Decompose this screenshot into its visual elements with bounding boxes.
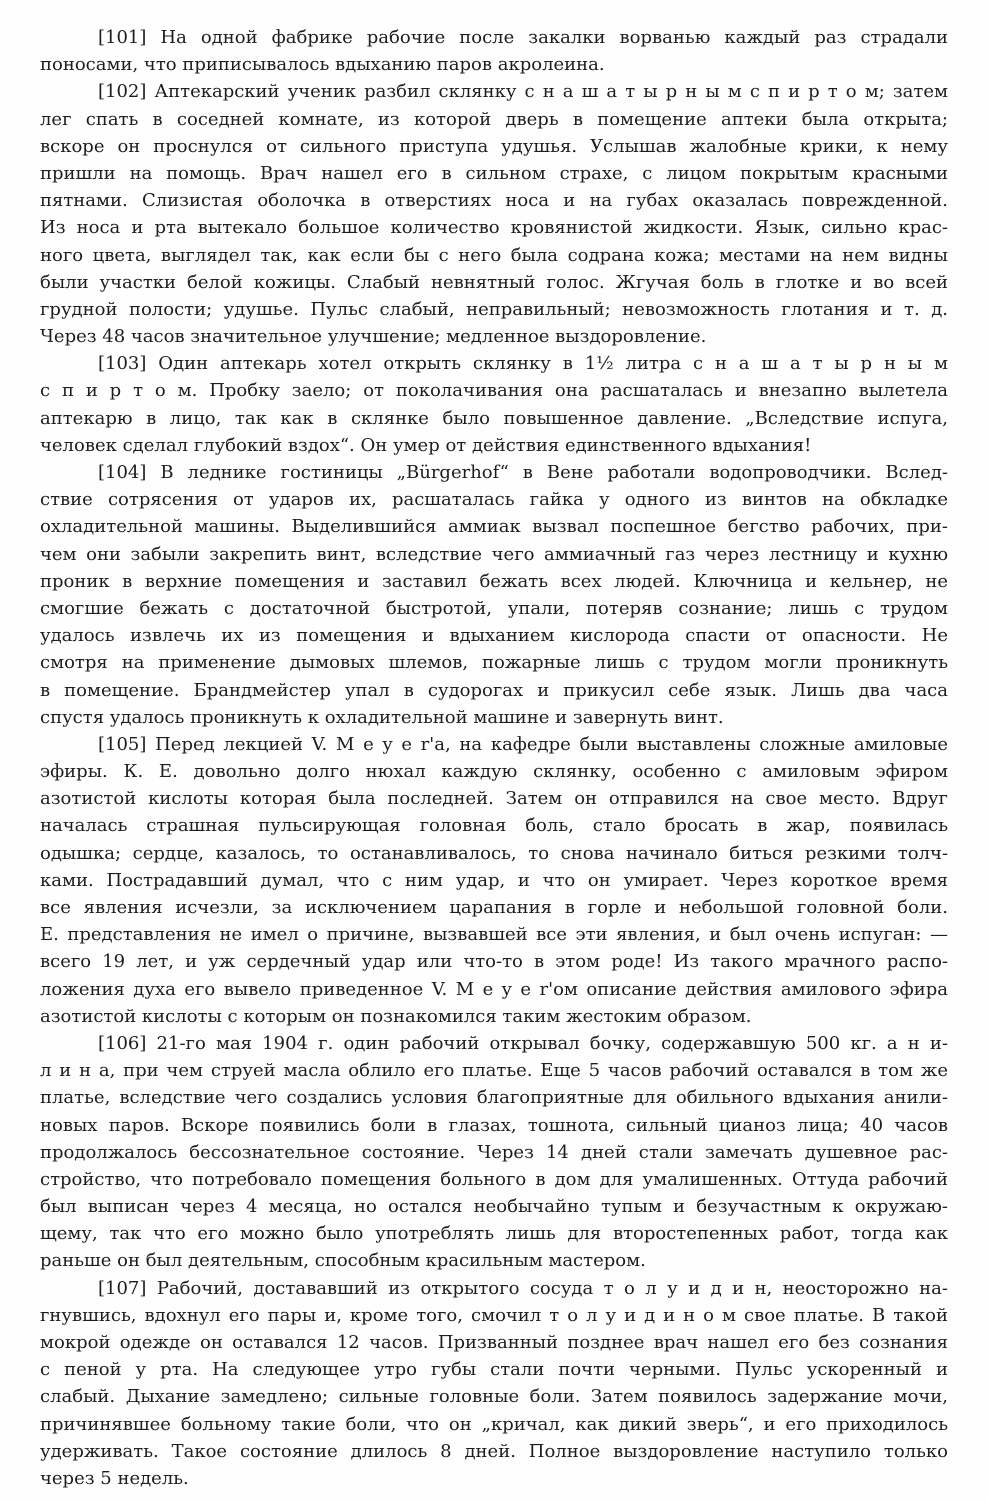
text-line: аптекарю в лицо, так как в склянке было повышенное давление. „Вследствие испуга, [40,407,948,429]
text-line: проник в верхние помещения и заставил бежать всех людей. Ключница и кельнер, не [40,570,948,592]
text-line: ками. Пострадавший думал, что с ним удар, и что он умирает. Через короткое время [40,869,948,891]
text-line: вскоре он проснулся от сильного приступа удушья. Услышав жалобные крики, к нему [40,135,948,157]
text-line: через 5 недель. [40,1467,189,1489]
text-line: ствие сотрясения от ударов их, расшаталась гайка у одного из винтов на обкладке [40,489,948,511]
text-line: л и н а, при чем струей масла облило его платье. Еще 5 часов рабочий оставался в том же [40,1060,948,1082]
text-line: всего 19 лет, и уж сердечный удар или что-то в этом роде! Из такого мрачного распо- [40,951,948,973]
text-line: грудной полости; удушье. Пульс слабый, неправильный; невозможность глотания и т. д. [40,298,948,320]
text-line: [103] Один аптекарь хотел открыть склянку в 1½ литра с н а ш а т ы р н ы м [98,353,948,375]
text-line: началась страшная пульсирующая головная боль, стало бросать в жар, появилась [40,815,948,837]
text-line: [105] Перед лекцией V. M e y e r'а, на кафедре были выставлены сложные амиловые [98,733,948,755]
text-line: смотря на применение дымовых шлемов, пожарные лишь с трудом могли проникнуть [40,652,948,674]
text-line: лег спать в соседней комнате, из которой дверь в помещение аптеки была открыта; [40,108,948,130]
text-line: смогшие бежать с достаточной быстротой, упали, потеряв сознание; лишь с трудом [40,597,948,619]
text-line: продолжалось бессознательное состояние. Через 14 дней стали замечать душевное рас- [40,1141,948,1163]
text-line: мокрой одежде он оставался 12 часов. Призванный позднее врач нашел его без сознания [40,1332,948,1353]
text-line: ложения духа его вывело приведенное V. M e y e r'ом описание действия амилового эфира [40,978,948,1000]
paragraph-106 [40,1030,948,1275]
text-line: спустя удалось проникнуть к охладительной машине и завернуть винт. [40,706,724,728]
text-line: Из носа и рта вытекало большое количество кровянистой жидкости. Язык, сильно крас- [40,217,948,239]
paragraph-105 [40,731,948,1030]
text-line: стройство, что потребовало помещения больного в дом для умалишенных. Оттуда рабочий [40,1168,948,1190]
paragraph-107 [40,1275,948,1493]
text-line: [104] В леднике гостиницы „Bürgerhof“ в Вене работали водопроводчики. Вслед- [98,462,948,483]
text-line: с п и р т о м. Пробку заело; от поколачивания она расшаталась и внезапно вылетела [40,380,948,402]
paragraph-101 [40,24,948,78]
paragraph-104 [40,459,948,731]
text-line: азотистой кислоты с которым он познакомился таким жестоким образом. [40,1005,752,1027]
page-text [40,24,948,1492]
paragraph-103 [40,350,948,459]
text-line: охладительной машины. Выделившийся аммиак вызвал поспешное бегство рабочих, при- [40,516,948,538]
text-line: человек сделал глубокий вздох“. Он умер от действия единственного вдыхания! [40,434,812,456]
text-line: [106] 21-го мая 1904 г. один рабочий открывал бочку, содержавшую 500 кг. а н и- [98,1032,948,1054]
text-line: удалось извлечь их из помещения и вдыханием кислорода спасти от опасности. Не [40,625,948,647]
text-line: платье, вследствие чего создались условия благоприятные для обильного вдыхания анили- [40,1087,948,1109]
text-line: в помещение. Брандмейстер упал в судорогах и прикусил себе язык. Лишь два часа [40,679,948,701]
text-line: щему, так что его можно было употреблять лишь для второстепенных работ, тогда как [40,1223,948,1245]
text-line: пришли на помощь. Врач нашел его в сильном страхе, с лицом покрытым красными [40,162,948,184]
text-line: был выписан через 4 месяца, но остался необычайно тупым и безучастным к окружаю- [40,1196,948,1218]
text-line: удерживать. Такое состояние длилось 8 дней. Полное выздоровление наступило только [40,1440,948,1462]
paragraph-102 [40,78,948,350]
text-line: чем они забыли закрепить винт, вследствие чего аммиачный газ через лестницу и кухню [40,543,948,565]
text-line: гнувшись, вдохнул его пары и, кроме того, смочил т о л у и д и н о м свое платье. В такой [40,1304,948,1326]
text-line: раньше он был деятельным, способным красильным мастером. [40,1250,646,1272]
text-line: [102] Аптекарский ученик разбил склянку с н а ш а т ы р н ы м с п и р т о м; затем [98,81,948,103]
text-line: причинявшее больному такие боли, что он „кричал, как дикий зверь“, и его приходилось [40,1413,948,1435]
text-line: все явления исчезли, за исключением царапания в горле и небольшой головной боли. [40,897,948,918]
text-line: ного цвета, выглядел так, как если бы с него была содрана кожа; местами на нем видны [40,244,948,266]
text-line: поносами, что приписывалось вдыханию паров акролеина. [40,54,605,76]
text-line: с пеной у рта. На следующее утро губы стали почти черными. Пульс ускоренный и [40,1359,948,1381]
text-line: были участки белой кожицы. Слабый невнятный голос. Жгучая боль в глотке и во всей [40,271,948,293]
text-line: [107] Рабочий, достававший из открытого сосуда т о л у и д и н, неосторожно на- [98,1277,948,1299]
text-line: одышка; сердце, казалось, то останавливалось, то снова начинало биться резкими толч- [40,842,948,864]
text-line: азотистой кислоты которая была последней. Затем он отправился на свое место. Вдруг [40,788,948,810]
text-line: новых паров. Вскоре появились боли в глазах, тошнота, сильный цианоз лица; 40 часов [40,1114,948,1136]
text-line: Через 48 часов значительное улучшение; медленное выздоровление. [40,326,707,348]
text-line: слабый. Дыхание замедлено; сильные головные боли. Затем появилось задержание мочи, [40,1386,948,1408]
text-line: [101] На одной фабрике рабочие после закалки ворванью каждый раз страдали [98,27,948,48]
text-line: эфиры. К. Е. довольно долго нюхал каждую склянку, особенно с амиловым эфиром [40,761,948,783]
text-line: Е. представления не имел о причине, вызвавшей все эти явления, и был очень испуган: — [40,924,948,946]
text-line: пятнами. Слизистая оболочка в отверстиях носа и на губах оказалась поврежденной. [40,190,948,212]
